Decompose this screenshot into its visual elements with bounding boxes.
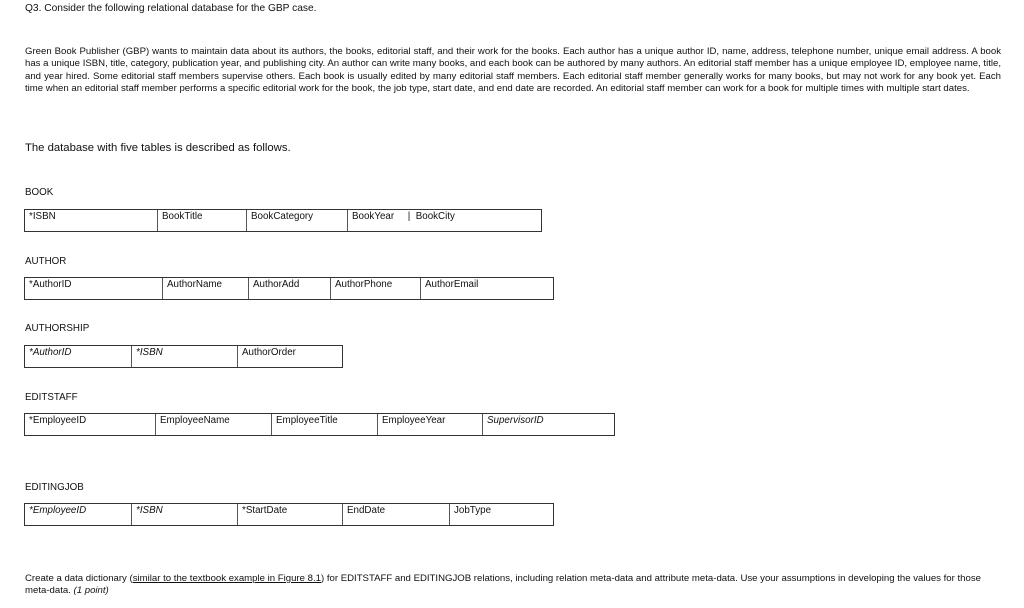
attribute-startdate: *StartDate	[238, 504, 343, 525]
instruction-text-2: ) for EDITSTAFF and EDITINGJOB relations, including relation meta-data and attribute meta-data. Use your assumptions in developing the values for those meta-data.	[25, 573, 981, 596]
attribute-authororder: AuthorOrder	[242, 347, 296, 358]
attribute-authoradd: AuthorAdd	[249, 278, 331, 299]
point-value: (1 point)	[73, 585, 109, 596]
relation-editstaff	[24, 413, 615, 436]
attribute-authorphone: AuthorPhone	[331, 278, 421, 299]
attribute-authorid: *AuthorID	[25, 278, 163, 299]
attribute-isbn: *ISBN	[25, 210, 158, 231]
table-label-book: BOOK	[25, 187, 54, 198]
case-description: Green Book Publisher (GBP) wants to maintain data about its authors, the books, editorial staff, and their work for the books. Each author has a unique author ID, name, address, telephone number, unique email address. A book has a unique ISBN, title, category, publication year, and publishing city. An author can write many books, and each book can be authored by many authors. An editorial staff member has a unique employee ID, employee name, title, and year hired. Some editorial staff members supervise others. Each book is usually edited by many editorial staff members. Each editorial staff member generally works for many books, but may not work for any book yet. Each time when an editorial staff member performs a specific editorial work for the book, the job type, start date, and end date are recorded. An editorial staff member can work for a book for multiple times with multiple start dates.	[25, 46, 1001, 94]
attribute-employeeyear: EmployeeYear	[378, 414, 483, 435]
attribute-isbn-fk: *ISBN	[132, 504, 238, 525]
figure-reference-link[interactable]: similar to the textbook example in Figure 8.1	[132, 573, 321, 584]
attribute-authoremail: AuthorEmail	[425, 279, 479, 290]
attribute-employeename: EmployeeName	[156, 414, 272, 435]
table-label-authorship: AUTHORSHIP	[25, 323, 90, 334]
relation-author	[24, 277, 554, 300]
attribute-supervisorid-fk: SupervisorID	[487, 415, 544, 426]
attribute-authorname: AuthorName	[163, 278, 249, 299]
attribute-booktitle: BookTitle	[158, 210, 247, 231]
attribute-bookyear-bookcity: BookYear | BookCity	[352, 211, 455, 222]
relation-editingjob	[24, 503, 554, 526]
relation-authorship	[24, 345, 343, 368]
table-label-editstaff: EDITSTAFF	[25, 392, 78, 403]
relation-book	[24, 209, 542, 232]
attribute-jobtype: JobType	[454, 505, 492, 516]
table-label-editingjob: EDITINGJOB	[25, 482, 84, 493]
attribute-employeeid-fk: *EmployeeID	[25, 504, 132, 525]
attribute-employeetitle: EmployeeTitle	[272, 414, 378, 435]
task-instruction	[25, 573, 1001, 597]
attribute-authorid-fk: *AuthorID	[25, 346, 132, 367]
tables-intro: The database with five tables is described as follows.	[25, 142, 291, 154]
question-title: Q3. Consider the following relational database for the GBP case.	[25, 3, 317, 14]
attribute-employeeid: *EmployeeID	[25, 414, 156, 435]
table-label-author: AUTHOR	[25, 256, 67, 267]
instruction-text-1: Create a data dictionary (	[25, 573, 133, 584]
attribute-isbn-fk: *ISBN	[132, 346, 238, 367]
attribute-enddate: EndDate	[343, 504, 450, 525]
attribute-bookcategory: BookCategory	[247, 210, 348, 231]
